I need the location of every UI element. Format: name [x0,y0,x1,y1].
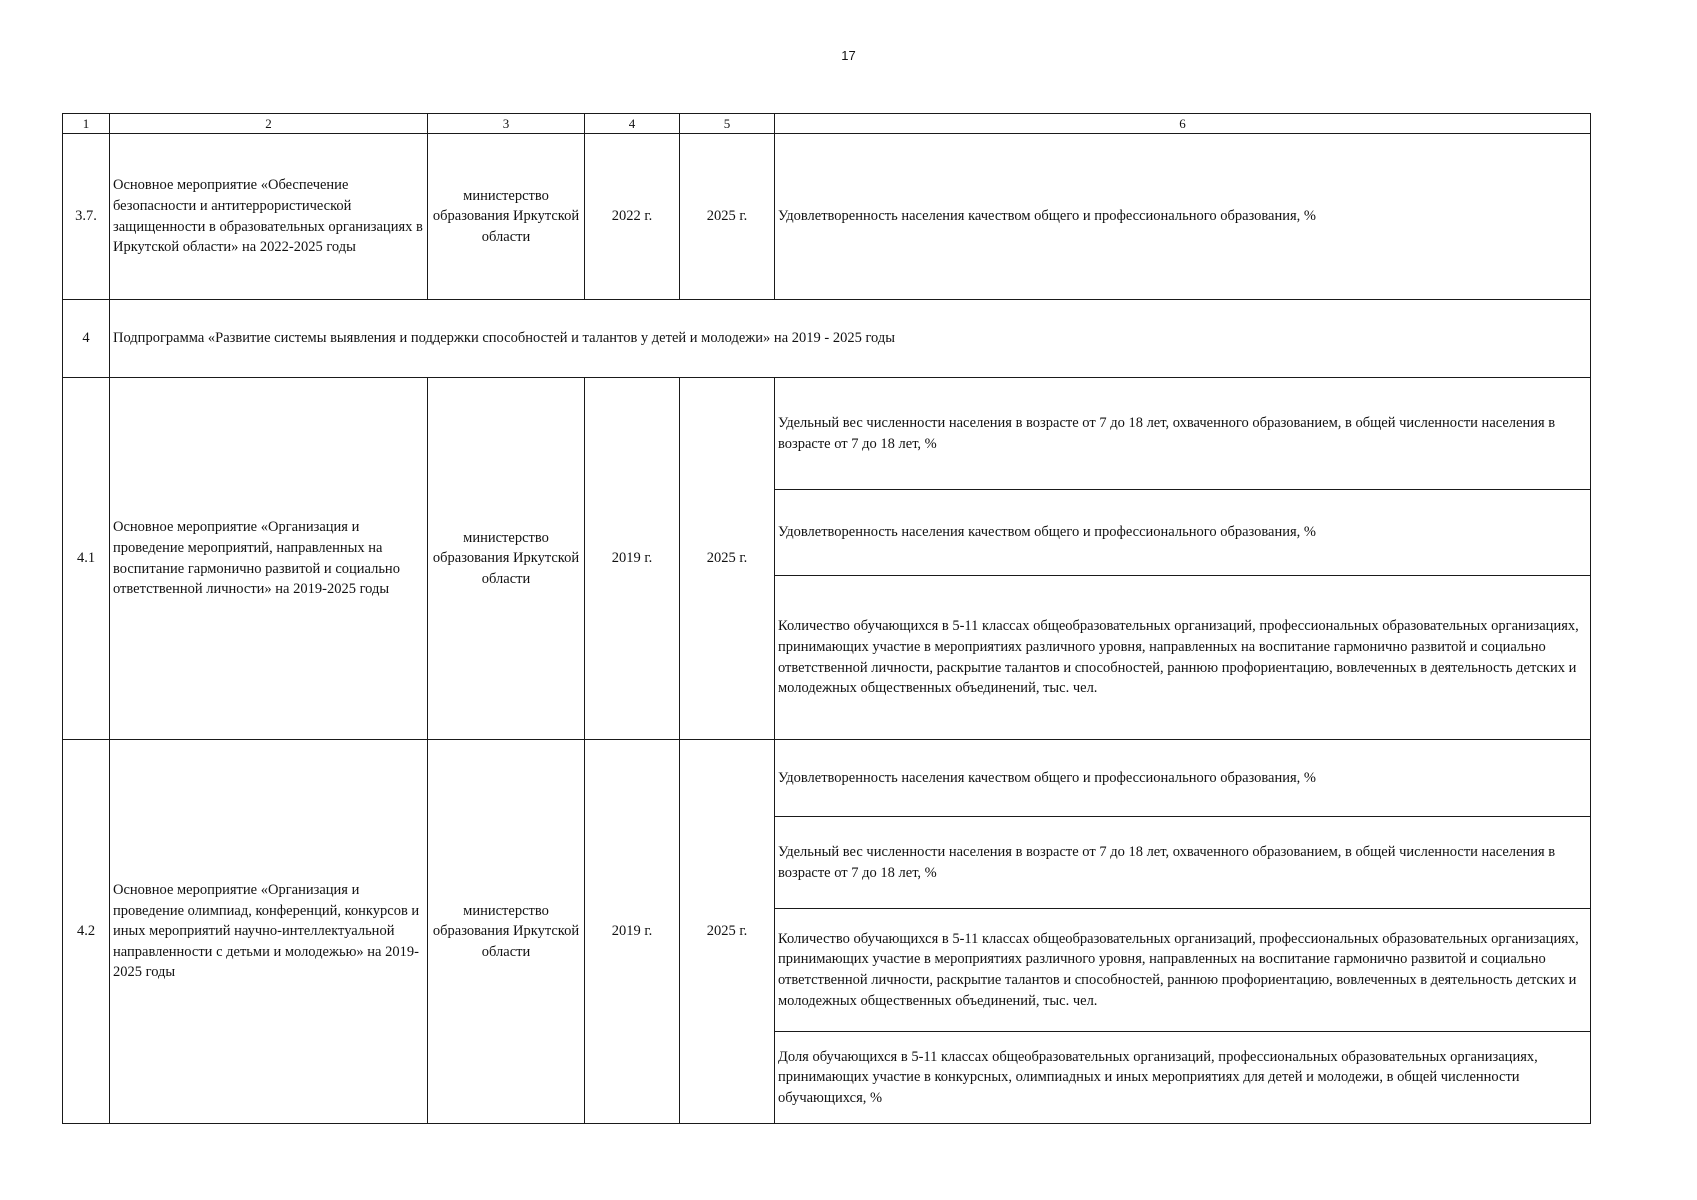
row-number: 4 [63,300,110,378]
indicator: Количество обучающихся в 5-11 классах общеобразовательных организаций, профессиональных образовательных организациях, принимающих участие в мероприятиях различного уровня, направленных на воспитание гармонично развитой и социально ответственной личности, раскрытие талантов и способностей, раннюю профориентацию, вовлеченных в деятельность детских и молодежных общественных объединений, тыс. чел. [775,909,1591,1032]
indicator: Удельный вес численности населения в возрасте от 7 до 18 лет, охваченного образованием, в общей численности населения в возрасте от 7 до 18 лет, % [775,817,1591,909]
end-year: 2025 г. [680,740,775,1124]
executor: министерство образования Иркутской области [428,740,585,1124]
subprogram-title: Подпрограмма «Развитие системы выявления и поддержки способностей и талантов у детей и молодежи» на 2019 - 2025 годы [110,300,1591,378]
table-row [63,378,1591,490]
indicator: Удовлетворенность населения качеством общего и профессионального образования, % [775,740,1591,817]
column-header-row [63,114,1591,134]
end-year: 2025 г. [680,134,775,300]
executor: министерство образования Иркутской области [428,134,585,300]
executor: министерство образования Иркутской области [428,378,585,740]
column-header: 1 [63,114,110,134]
column-header: 6 [775,114,1591,134]
row-number: 4.1 [63,378,110,740]
subprogram-row [63,300,1591,378]
end-year: 2025 г. [680,378,775,740]
indicator: Удовлетворенность населения качеством общего и профессионального образования, % [775,490,1591,576]
activity-name: Основное мероприятие «Обеспечение безопасности и антитеррористической защищенности в образовательных организациях в Иркутской области» на 2022-2025 годы [110,134,428,300]
table-row [63,740,1591,817]
table-row [63,134,1591,300]
column-header: 4 [585,114,680,134]
column-header: 5 [680,114,775,134]
indicator: Количество обучающихся в 5-11 классах общеобразовательных организаций, профессиональных образовательных организациях, принимающих участие в мероприятиях различного уровня, направленных на воспитание гармонично развитой и социально ответственной личности, раскрытие талантов и способностей, раннюю профориентацию, вовлеченных в деятельность детских и молодежных общественных объединений, тыс. чел. [775,576,1591,740]
column-header: 2 [110,114,428,134]
indicator: Удельный вес численности населения в возрасте от 7 до 18 лет, охваченного образованием, в общей численности населения в возрасте от 7 до 18 лет, % [775,378,1591,490]
row-number: 3.7. [63,134,110,300]
start-year: 2022 г. [585,134,680,300]
column-header: 3 [428,114,585,134]
row-number: 4.2 [63,740,110,1124]
page-number: 17 [841,48,856,63]
start-year: 2019 г. [585,740,680,1124]
program-table [62,113,1591,1124]
activity-name: Основное мероприятие «Организация и проведение мероприятий, направленных на воспитание гармонично развитой и социально ответственной личности» на 2019-2025 годы [110,378,428,740]
indicator: Удовлетворенность населения качеством общего и профессионального образования, % [775,134,1591,300]
start-year: 2019 г. [585,378,680,740]
activity-name: Основное мероприятие «Организация и проведение олимпиад, конференций, конкурсов и иных мероприятий научно-интеллектуальной направленности с детьми и молодежью» на 2019-2025 годы [110,740,428,1124]
indicator: Доля обучающихся в 5-11 классах общеобразовательных организаций, профессиональных образовательных организациях, принимающих участие в конкурсных, олимпиадных и иных мероприятиях для детей и молодежи, в общей численности обучающихся, % [775,1032,1591,1124]
